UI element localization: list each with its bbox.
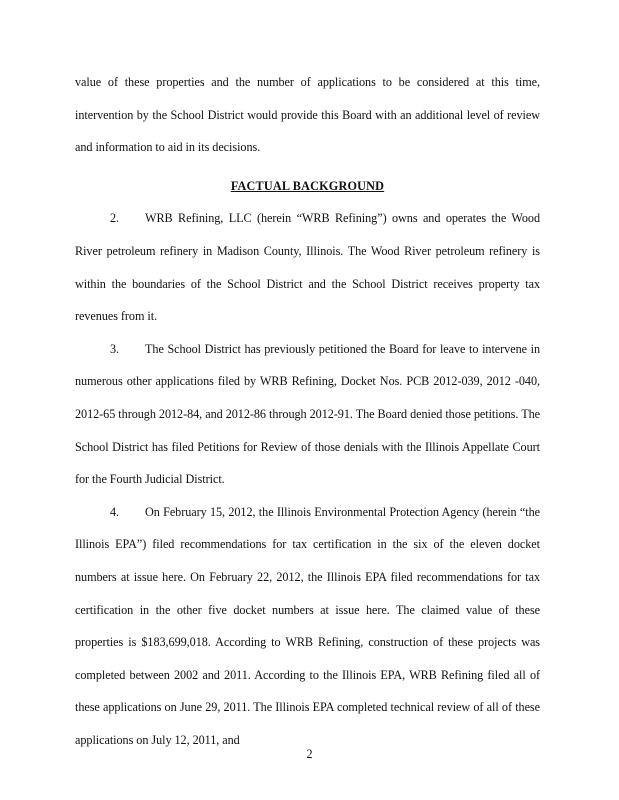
paragraph-4: [75, 496, 540, 757]
paragraph-text: WRB Refining, LLC (herein “WRB Refining”) owns and operates the Wood River petroleum refinery in Madison County, Illinois. The Wood River petroleum refinery is within the boundaries of the School District and the School District receives property tax revenues from it.: [75, 211, 540, 324]
paragraph-number: 2.: [110, 211, 120, 226]
page-number: 2: [306, 747, 313, 761]
paragraph-number: 3.: [110, 341, 120, 356]
paragraph-number: 4.: [110, 504, 120, 519]
continuation-paragraph: value of these properties and the number of applications to be considered at this time, intervention by the School District would provide this Board with an additional level of review and information to aid in its decisions.: [75, 75, 540, 155]
paragraph-2: [75, 202, 540, 332]
paragraph-3: [75, 333, 540, 496]
paragraph-text: The School District has previously petitioned the Board for leave to intervene in numerous other applications filed by WRB Refining, Docket Nos. PCB 2012-039, 2012 -040, 2012-65 through 2012-84, and 2012-86 through 2012-91. The Board denied those petitions. The School District has filed Petitions for Review of those denials with the Illinois Appellate Court for the Fourth Judicial District.: [75, 341, 540, 487]
document-body: [75, 66, 540, 756]
paragraph-text: On February 15, 2012, the Illinois Environmental Protection Agency (herein “the Illinois EPA”) filed recommendations for tax certification in the six of the eleven docket numbers at issue here. On February 22, 2012, the Illinois EPA filed recommendations for tax certification in the other five docket numbers at issue here. The claimed value of these properties is $183,699,018. According to WRB Refining, construction of these projects was completed between 2002 and 2011. According to the Illinois EPA, WRB Refining filed all of these applications on June 29, 2011. The Illinois EPA completed technical review of all of these applications on July 12, 2011, and: [75, 504, 540, 747]
section-heading: FACTUAL BACKGROUND: [230, 178, 385, 193]
